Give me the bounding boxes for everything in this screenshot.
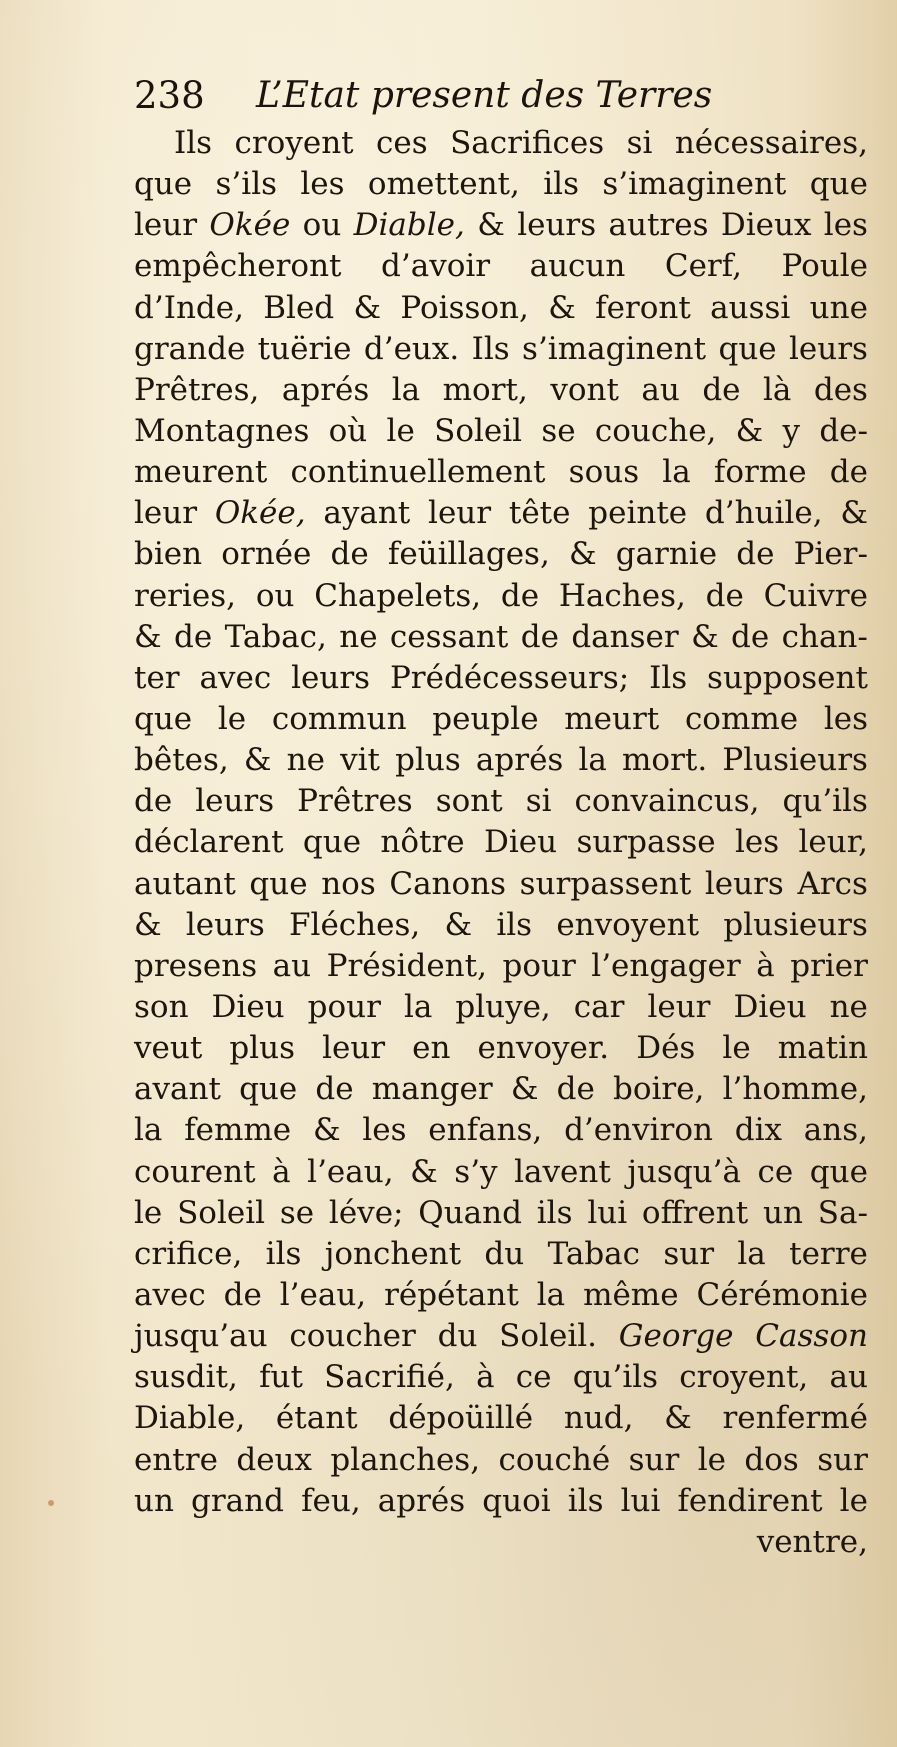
text-line: autant que nos Canons surpassent leurs Arcs xyxy=(134,865,868,902)
text-line: grande tuërie d’eux. Ils s’imaginent que leurs xyxy=(134,330,868,367)
text-line: que s’ils les omettent, ils s’imaginent que xyxy=(134,166,868,203)
text-line: avant que de manger & de boire, l’homme, xyxy=(134,1071,868,1108)
text-line: susdit, fut Sacrifié, à ce qu’ils croyent, au xyxy=(134,1359,868,1396)
text-line: de leurs Prêtres sont si convaincus, qu’ils xyxy=(134,783,868,820)
text-line: crifice, ils jonchent du Tabac sur la terre xyxy=(134,1235,868,1272)
text-line: Prêtres, aprés la mort, vont au de là des xyxy=(134,371,868,408)
page-header xyxy=(134,74,774,122)
text-line: bêtes, & ne vit plus aprés la mort. Plusieurs xyxy=(134,742,868,779)
text-line: reries, ou Chapelets, de Haches, de Cuivre xyxy=(134,577,868,614)
paper-stain xyxy=(48,1500,54,1506)
text-line: un grand feu, aprés quoi ils lui fendirent le xyxy=(134,1482,868,1519)
text-line: ventre, xyxy=(756,1523,868,1560)
text-line: presens au Président, pour l’engager à prier xyxy=(134,947,868,984)
text-line: son Dieu pour la pluye, car leur Dieu ne xyxy=(134,988,868,1025)
text-line: avec de l’eau, répétant la même Cérémonie xyxy=(134,1276,868,1313)
text-line: veut plus leur en envoyer. Dés le matin xyxy=(134,1030,868,1067)
text-line: empêcheront d’avoir aucun Cerf, Poule xyxy=(134,248,868,285)
text-line: Montagnes où le Soleil se couche, & y de- xyxy=(134,412,868,449)
text-line: Diable, étant dépoüillé nud, & renfermé xyxy=(134,1400,868,1437)
text-line: leur Okée ou Diable, & leurs autres Dieux les xyxy=(134,207,868,244)
text-line: Ils croyent ces Sacrifices si nécessaires, xyxy=(174,125,868,161)
text-line: d’Inde, Bled & Poisson, & feront aussi une xyxy=(134,289,868,326)
text-line: & leurs Fléches, & ils envoyent plusieurs xyxy=(134,906,868,943)
text-line: entre deux planches, couché sur le dos sur xyxy=(134,1441,868,1478)
text-line: & de Tabac, ne cessant de danser & de chan- xyxy=(134,618,868,655)
text-line: jusqu’au coucher du Soleil. George Casson xyxy=(134,1318,868,1355)
text-line: le Soleil se léve; Quand ils lui offrent un Sa- xyxy=(134,1194,868,1231)
page-number: 238 xyxy=(134,74,205,117)
text-line: meurent continuellement sous la forme de xyxy=(134,454,868,491)
body-text xyxy=(134,123,868,1563)
running-head: L’Etat present des Terres xyxy=(256,75,713,116)
text-line: la femme & les enfans, d’environ dix ans, xyxy=(134,1112,868,1149)
text-line: courent à l’eau, & s’y lavent jusqu’à ce que xyxy=(134,1153,868,1190)
text-line: que le commun peuple meurt comme les xyxy=(134,700,868,737)
text-line: ter avec leurs Prédécesseurs; Ils supposent xyxy=(134,659,868,696)
text-line: déclarent que nôtre Dieu surpasse les leur, xyxy=(134,824,868,861)
text-line: leur Okée, ayant leur tête peinte d’huile, & xyxy=(134,495,868,532)
text-line: bien ornée de feüillages, & garnie de Pier- xyxy=(134,536,868,573)
